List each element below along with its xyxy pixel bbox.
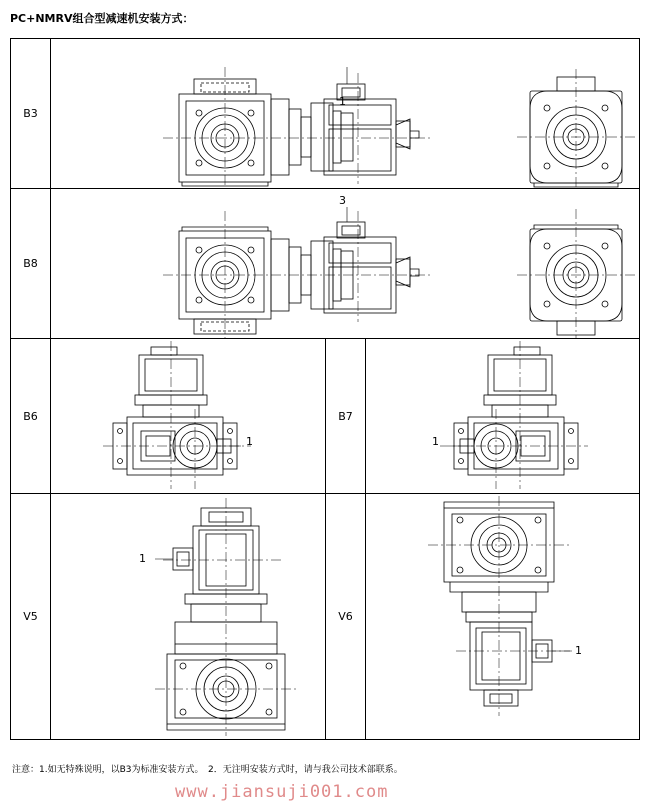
- page-title: PC+NMRV组合型减速机安装方式：: [10, 12, 194, 25]
- gearbox-assembly-vertical-view-v5: [51, 494, 325, 739]
- gearbox-assembly-side-view-b3: [51, 39, 639, 188]
- table-row: [11, 339, 639, 494]
- table-row: [11, 189, 639, 339]
- mounting-positions-table: [10, 38, 640, 740]
- row-label-v6: V6: [326, 494, 366, 739]
- table-row: [11, 39, 639, 189]
- callout-label: 1: [339, 95, 346, 108]
- figure-cell-b3: [51, 39, 639, 188]
- row-label-b8: B8: [11, 189, 51, 338]
- callout-label: 3: [339, 194, 346, 207]
- figure-cell-v6: [366, 494, 639, 739]
- table-row: [11, 494, 639, 739]
- figure-cell-b7: [366, 339, 639, 493]
- callout-label: 1: [432, 435, 439, 448]
- callout-label: 1: [246, 435, 253, 448]
- row-label-b7: B7: [326, 339, 366, 493]
- figure-cell-b8: [51, 189, 639, 338]
- gearbox-assembly-top-view-b7: [366, 339, 639, 493]
- row-label-b3: B3: [11, 39, 51, 188]
- gearbox-assembly-top-view-b6: [51, 339, 325, 493]
- callout-label: 1: [139, 552, 146, 565]
- watermark: www.jiansuji001.com: [175, 782, 389, 802]
- gearbox-assembly-side-view-b8: [51, 189, 639, 338]
- footnote: 注意：1.如无特殊说明，以B3为标准安装方式。 2．无注明安装方式时，请与我公司技术部联系。: [12, 765, 403, 775]
- figure-cell-v5: [51, 494, 326, 739]
- row-label-v5: V5: [11, 494, 51, 739]
- callout-label: 1: [575, 644, 582, 657]
- figure-cell-b6: [51, 339, 326, 493]
- row-label-b6: B6: [11, 339, 51, 493]
- gearbox-assembly-vertical-view-v6: [366, 494, 639, 739]
